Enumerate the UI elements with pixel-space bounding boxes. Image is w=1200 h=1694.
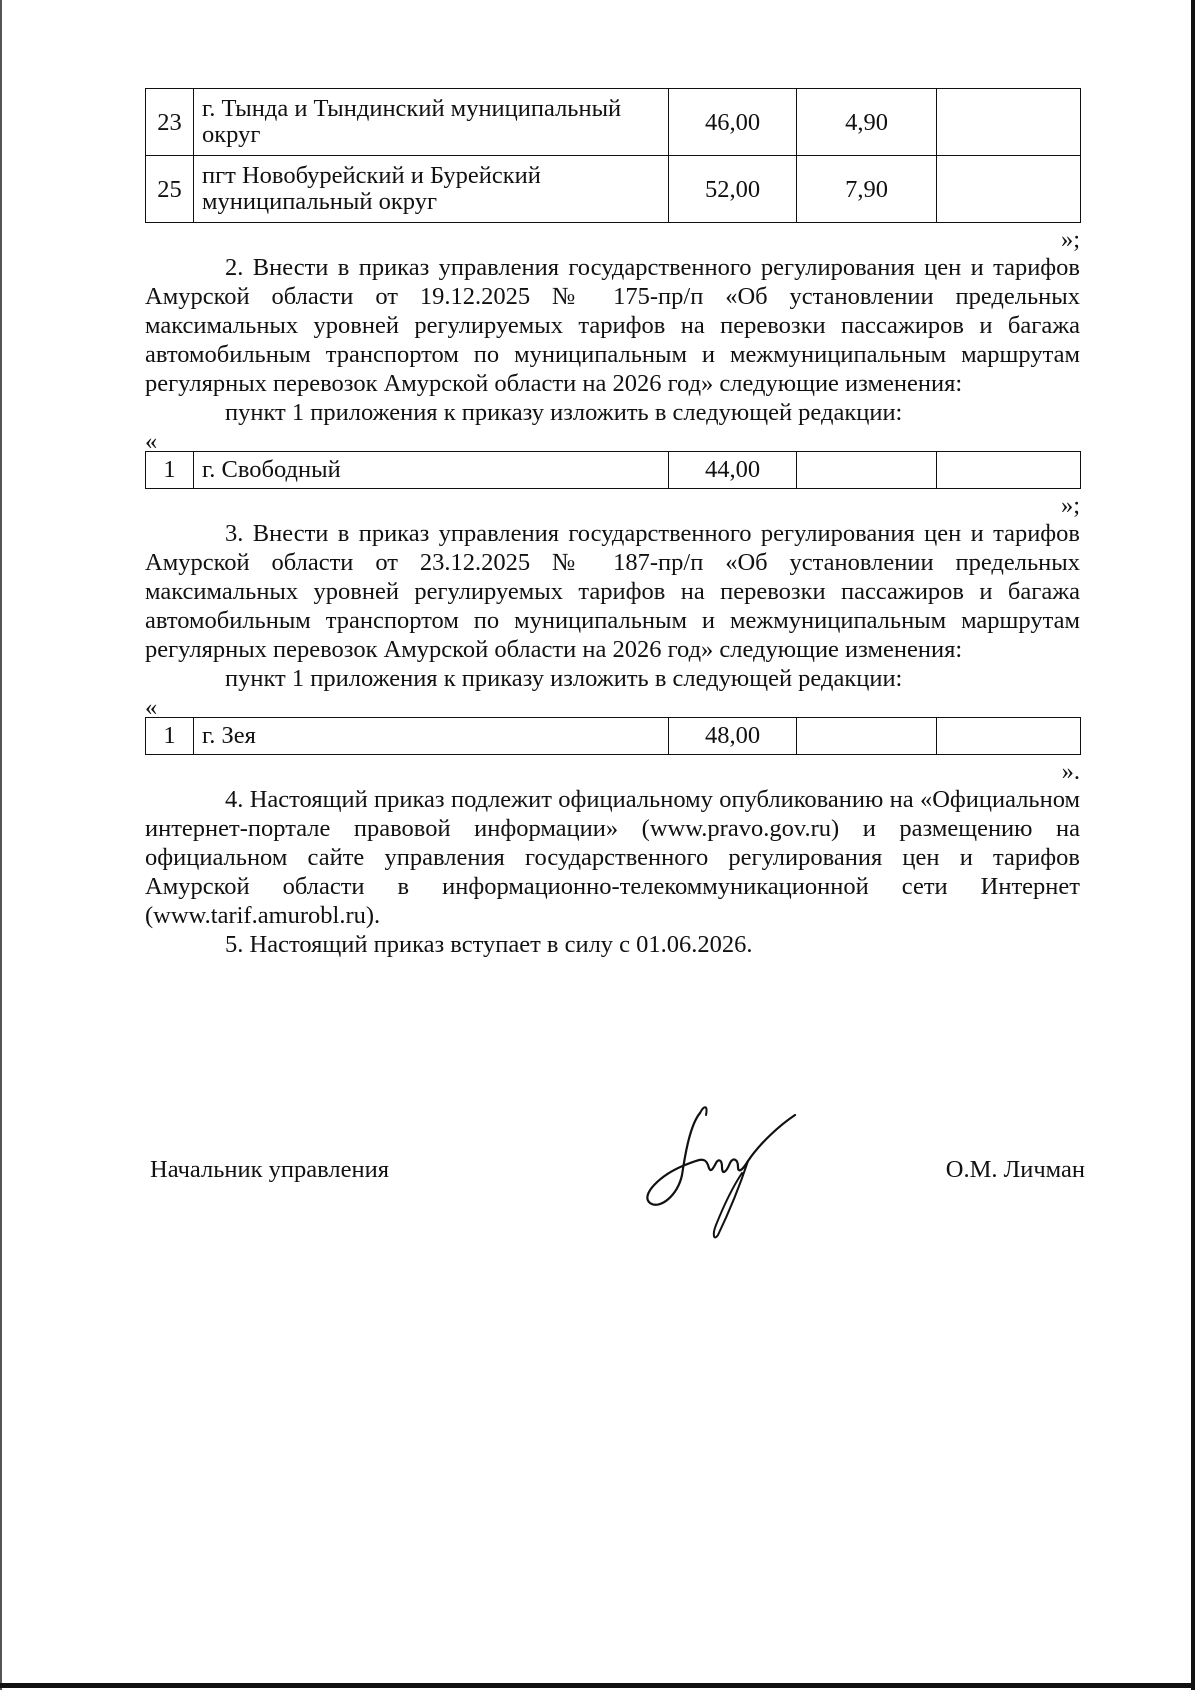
section-5-text: 5. Настоящий приказ вступает в силу с 01.06.2026. (225, 931, 753, 958)
row-number: 1 (146, 452, 194, 489)
row-value-2: 7,90 (797, 156, 937, 223)
table-row (146, 452, 1081, 489)
row-value-1: 44,00 (669, 452, 797, 489)
section-2-subclause: пункт 1 приложения к приказу изложить в следующей редакции: (225, 399, 903, 426)
opening-quote: « (145, 428, 158, 455)
row-value-1: 52,00 (669, 156, 797, 223)
row-municipality: г. Свободный (194, 452, 669, 489)
row-value-3 (937, 156, 1081, 223)
section-2-text: 2. Внести в приказ управления государственного регулирования цен и тарифов Амурской области от 19.12.2025 № 175-пр/п «Об установлении предельных максимальных уровней регулируемых тарифов на перевозки пассажиров и багажа автомобильным транспортом по муниципальным и межмуниципальным маршрутам регулярных перевозок Амурской области на 2026 год» следующие изменения: (145, 254, 1080, 397)
closing-quote: »; (1060, 226, 1080, 253)
row-value-3 (937, 452, 1081, 489)
table-row (146, 89, 1081, 156)
row-value-3 (937, 89, 1081, 156)
row-value-3 (937, 718, 1081, 755)
closing-quote: »; (1060, 492, 1080, 519)
document-body (145, 88, 1080, 959)
tariff-table-1 (145, 88, 1081, 223)
scan-edge-left (0, 0, 2, 1690)
section-3-text: 3. Внести в приказ управления государственного регулирования цен и тарифов Амурской области от 23.12.2025 № 187-пр/п «Об установлении предельных максимальных уровней регулируемых тарифов на перевозки пассажиров и багажа автомобильным транспортом по муниципальным и межмуниципальным маршрутам регулярных перевозок Амурской области на 2026 год» следующие изменения: (145, 520, 1080, 663)
table-row (146, 156, 1081, 223)
row-value-2: 4,90 (797, 89, 937, 156)
tariff-table-2 (145, 451, 1081, 489)
row-value-1: 48,00 (669, 718, 797, 755)
row-value-2 (797, 718, 937, 755)
signatory-position: Начальник управления (150, 1156, 389, 1183)
scan-edge-bottom (0, 1683, 1195, 1688)
row-municipality: г. Зея (194, 718, 669, 755)
section-4-text: 4. Настоящий приказ подлежит официальному опубликованию на «Официальном интернет-портале правовой информации» (www.pravo.gov.ru) и размещению на официальном сайте управления государственного регулирования цен и тарифов Амурской области в информационно-телекоммуникационной сети Интернет (www.tarif.amurobl.ru). (145, 786, 1080, 929)
handwritten-signature-icon (630, 1095, 810, 1245)
section-3-subclause: пункт 1 приложения к приказу изложить в следующей редакции: (225, 665, 903, 692)
scan-edge-right (1191, 0, 1195, 1690)
row-value-1: 46,00 (669, 89, 797, 156)
row-municipality: пгт Новобурейский и Бурейский муниципальный округ (194, 156, 669, 223)
row-value-2 (797, 452, 937, 489)
tariff-table-3 (145, 717, 1081, 755)
closing-quote: ». (1061, 758, 1080, 785)
row-number: 1 (146, 718, 194, 755)
row-municipality: г. Тында и Тындинский муниципальный округ (194, 89, 669, 156)
opening-quote: « (145, 694, 158, 721)
row-number: 25 (146, 156, 194, 223)
row-number: 23 (146, 89, 194, 156)
table-row (146, 718, 1081, 755)
signatory-name: О.М. Личман (945, 1156, 1085, 1183)
